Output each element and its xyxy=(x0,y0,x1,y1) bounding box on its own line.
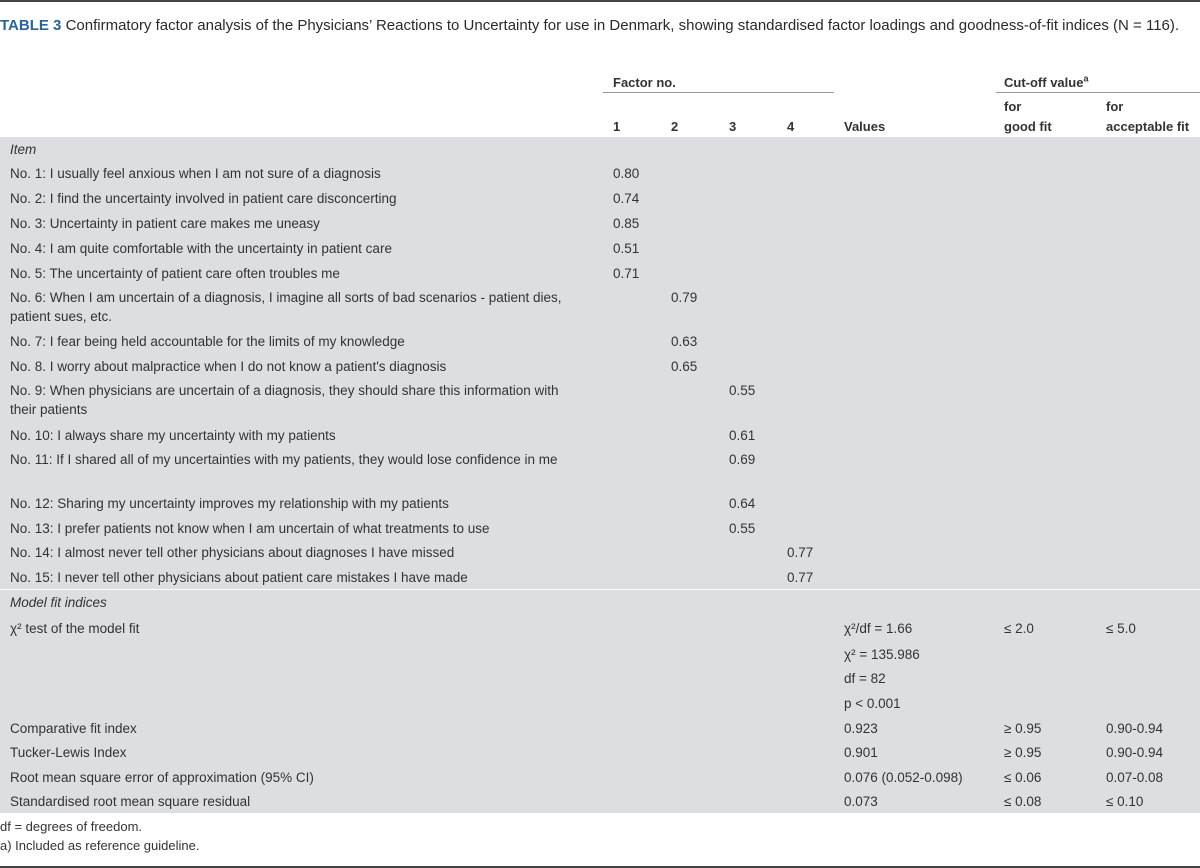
chi-value-ratio: χ²/df = 1.66 xyxy=(844,621,913,636)
fit-index-acceptable: 0.90-0.94 xyxy=(1106,721,1164,736)
item-text: No. 7: I fear being held accountable for the limits of my knowledge xyxy=(10,334,405,349)
chi-value-p: p < 0.001 xyxy=(844,696,901,711)
item-loading: 0.63 xyxy=(671,334,698,349)
item-loading: 0.77 xyxy=(787,545,814,560)
footnote-df: df = degrees of freedom. xyxy=(0,819,143,834)
item-text: No. 9: When physicians are uncertain of a diagnosis, they should share this information with their patients xyxy=(10,383,559,417)
cutoff-group-text: Cut-off value xyxy=(1004,75,1084,90)
item-text: No. 2: I find the uncertainty involved in patient care disconcerting xyxy=(10,191,397,206)
item-loading: 0.51 xyxy=(613,241,640,256)
fit-index-value: 0.901 xyxy=(844,745,878,760)
item-text: No. 4: I am quite comfortable with the uncertainty in patient care xyxy=(10,241,392,256)
item-text: No. 14: I almost never tell other physicians about diagnoses I have missed xyxy=(10,545,455,560)
acceptable-fit-header-line1: for xyxy=(1106,99,1124,114)
fit-index-value: 0.923 xyxy=(844,721,878,736)
item-text: No. 13: I prefer patients not know when I am uncertain of what treatments to use xyxy=(10,521,490,536)
caption-text: Confirmatory factor analysis of the Physicians’ Reactions to Uncertainty for use in Denmark, showing standardised factor loadings and goodness-of-fit indices (N = 116). xyxy=(65,17,1180,34)
item-text: No. 8. I worry about malpractice when I do not know a patient's diagnosis xyxy=(10,359,447,374)
item-text: No. 5: The uncertainty of patient care often troubles me xyxy=(10,266,340,281)
item-loading: 0.61 xyxy=(729,428,756,443)
factor-3-header: 3 xyxy=(729,119,737,134)
factor-group-rule xyxy=(603,92,834,93)
values-header: Values xyxy=(844,119,886,134)
footnote-a: a) Included as reference guideline. xyxy=(0,838,200,853)
section-title-items: Item xyxy=(10,142,37,157)
item-text: No. 3: Uncertainty in patient care makes me uneasy xyxy=(10,216,320,231)
fit-index-acceptable: 0.07-0.08 xyxy=(1106,770,1164,785)
item-loading: 0.71 xyxy=(613,266,640,281)
fit-index-value: 0.076 (0.052-0.098) xyxy=(844,770,963,785)
fit-index-good: ≥ 0.95 xyxy=(1004,745,1042,760)
factor-4-header: 4 xyxy=(787,119,795,134)
item-text: No. 6: When I am uncertain of a diagnosis, I imagine all sorts of bad scenarios - patient dies, patient sues, etc. xyxy=(10,290,562,324)
cutoff-group-header xyxy=(1004,73,1088,92)
cutoff-group-rule xyxy=(996,92,1200,93)
factor-2-header: 2 xyxy=(671,119,679,134)
item-loading: 0.79 xyxy=(671,290,698,305)
chi-acceptable-fit: ≤ 5.0 xyxy=(1106,621,1136,636)
item-text: No. 15: I never tell other physicians about patient care mistakes I have made xyxy=(10,570,468,585)
fit-index-label: Standardised root mean square residual xyxy=(10,794,251,809)
chi-value-stat: χ² = 135.986 xyxy=(844,647,920,662)
fit-index-value: 0.073 xyxy=(844,794,878,809)
section-title-model-fit: Model fit indices xyxy=(10,595,107,610)
factor-group-header: Factor no. xyxy=(613,75,676,90)
item-loading: 0.85 xyxy=(613,216,640,231)
item-text: No. 1: I usually feel anxious when I am not sure of a diagnosis xyxy=(10,166,381,181)
item-loading: 0.65 xyxy=(671,359,698,374)
item-text: No. 11: If I shared all of my uncertainties with my patients, they would lose confidence in me xyxy=(10,452,558,467)
good-fit-header-line2: good fit xyxy=(1004,119,1052,134)
item-text: No. 10: I always share my uncertainty with my patients xyxy=(10,428,336,443)
top-rule xyxy=(0,0,1200,2)
fit-index-acceptable: 0.90-0.94 xyxy=(1106,745,1164,760)
item-loading: 0.55 xyxy=(729,521,756,536)
factor-1-header: 1 xyxy=(613,119,621,134)
chi-good-fit: ≤ 2.0 xyxy=(1004,621,1034,636)
fit-index-good: ≤ 0.08 xyxy=(1004,794,1042,809)
item-loading: 0.74 xyxy=(613,191,640,206)
item-loading: 0.64 xyxy=(729,496,756,511)
item-loading: 0.77 xyxy=(787,570,814,585)
good-fit-header-line1: for xyxy=(1004,99,1022,114)
item-loading: 0.55 xyxy=(729,383,756,398)
item-loading: 0.80 xyxy=(613,166,640,181)
item-loading: 0.69 xyxy=(729,452,756,467)
fit-index-good: ≤ 0.06 xyxy=(1004,770,1042,785)
item-text: No. 12: Sharing my uncertainty improves my relationship with my patients xyxy=(10,496,449,511)
fit-index-acceptable: ≤ 0.10 xyxy=(1106,794,1144,809)
table-label: TABLE 3 xyxy=(0,17,62,34)
chi-value-df: df = 82 xyxy=(844,671,886,686)
fit-index-label: Root mean square error of approximation (95% CI) xyxy=(10,770,314,785)
cutoff-sup: a xyxy=(1083,73,1089,84)
fit-index-label: Comparative fit index xyxy=(10,721,137,736)
acceptable-fit-header-line2: acceptable fit xyxy=(1106,119,1190,134)
chi-square-label: χ² test of the model fit xyxy=(10,621,140,636)
fit-index-label: Tucker-Lewis Index xyxy=(10,745,127,760)
table-caption xyxy=(0,15,1195,36)
fit-index-good: ≥ 0.95 xyxy=(1004,721,1042,736)
